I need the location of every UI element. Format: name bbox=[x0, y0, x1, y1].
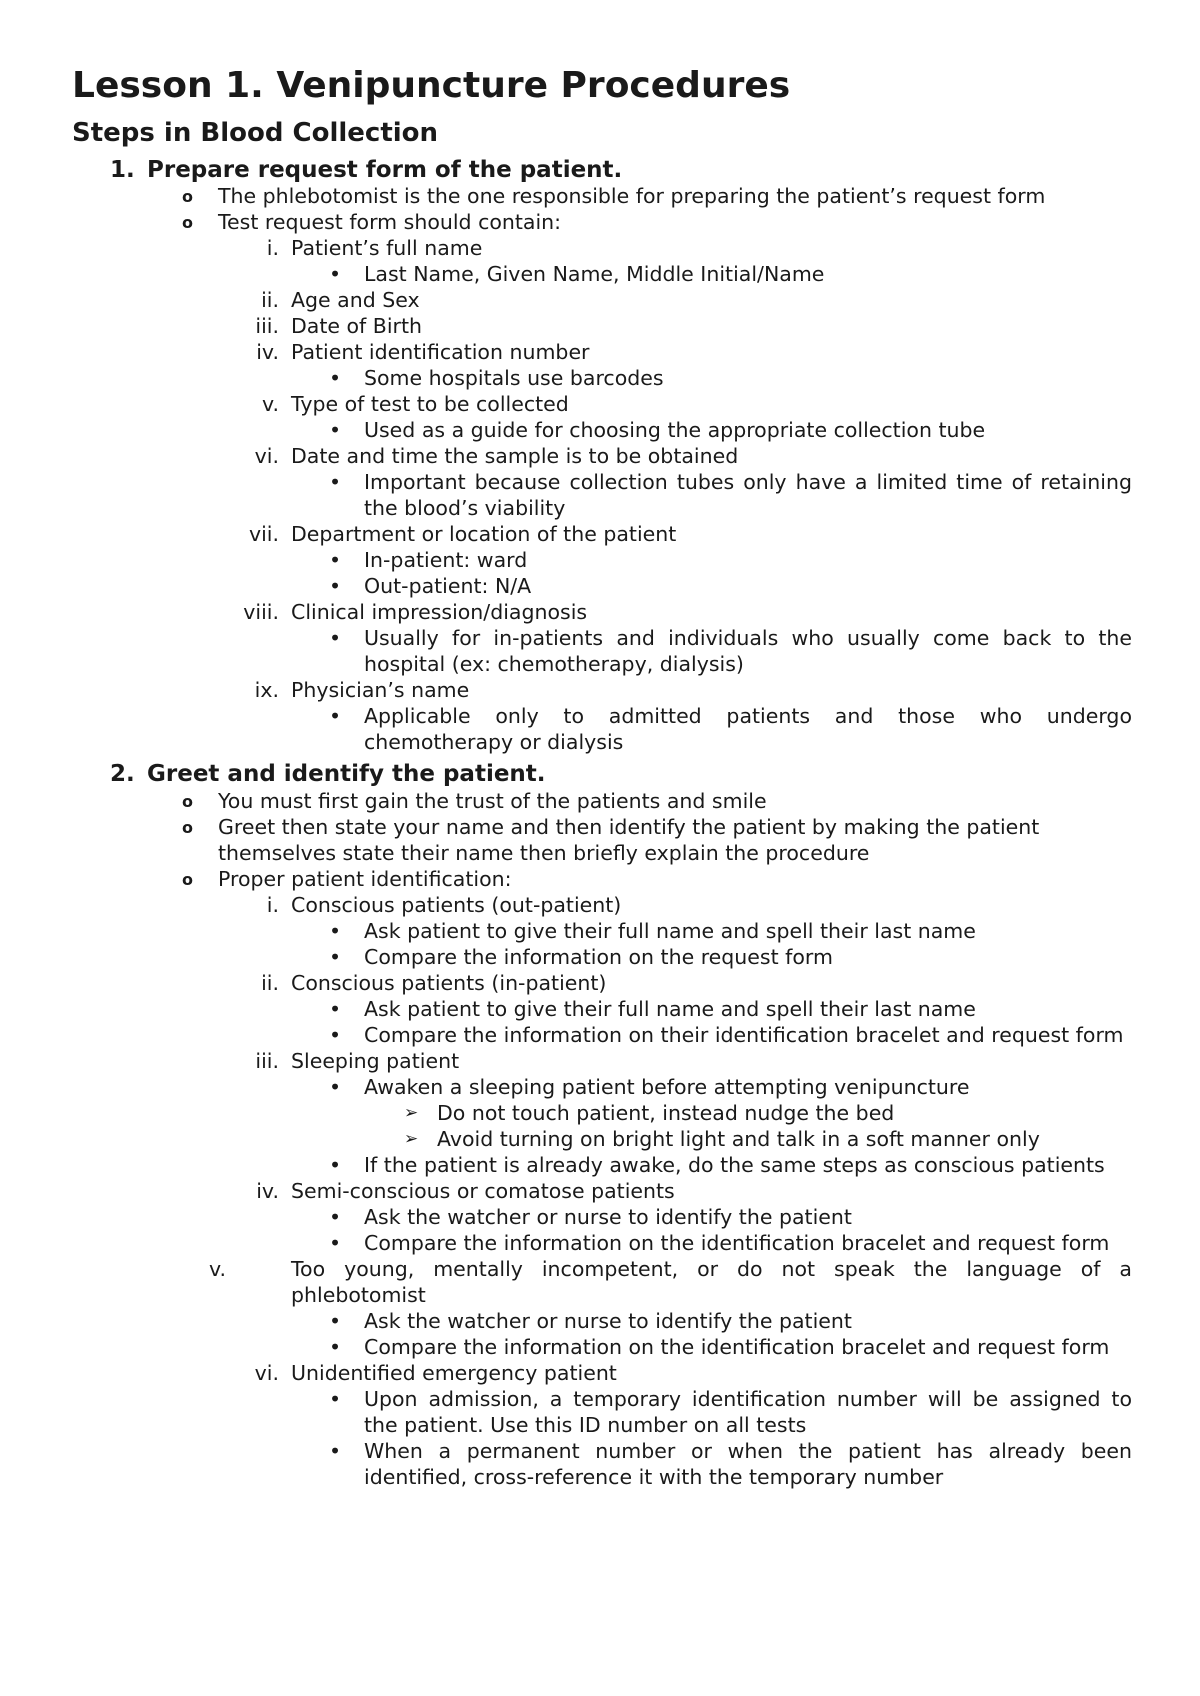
bullet-icon: • bbox=[329, 574, 342, 599]
roman-item: viii. Clinical impression/diagnosis bbox=[243, 600, 588, 625]
bullet-icon: • bbox=[329, 626, 342, 651]
list-item: o The phlebotomist is the one responsible for preparing the patient’s request form bbox=[182, 184, 1046, 209]
circle-bullet-icon: o bbox=[182, 791, 193, 811]
bullet-icon: • bbox=[329, 470, 342, 495]
step-number: 1. bbox=[110, 156, 135, 183]
sub-bullet: • If the patient is already awake, do the same steps as conscious patients bbox=[329, 1152, 1105, 1177]
bullet-icon: • bbox=[329, 366, 342, 391]
bullet-icon: • bbox=[329, 944, 342, 969]
arrow-bullet-icon: ➢ bbox=[404, 1128, 419, 1149]
sub-bullet: • Compare the information on the identification bracelet and request form bbox=[329, 1230, 1110, 1255]
step-1-heading bbox=[72, 157, 1132, 183]
sub-bullet: • Applicable only to admitted patients and those who undergo chemotherapy or dialysis bbox=[329, 704, 1132, 755]
bullet-icon: • bbox=[329, 1230, 342, 1255]
bullet-icon: • bbox=[329, 996, 342, 1021]
list-item: o Test request form should contain: bbox=[182, 210, 562, 235]
list-item: o Greet then state your name and then identify the patient by making the patient themselves state their name then briefly explain the procedure bbox=[182, 814, 1040, 865]
document-page bbox=[72, 64, 1132, 1490]
roman-item: iv. Semi-conscious or comatose patients bbox=[256, 1178, 675, 1203]
bullet-icon: • bbox=[329, 704, 342, 729]
lesson-title: Lesson 1. Venipuncture Procedures bbox=[72, 65, 791, 106]
arrow-bullet-icon: ➢ bbox=[404, 1102, 419, 1123]
sub-bullet: • Out-patient: N/A bbox=[329, 574, 532, 599]
sub-bullet: • Compare the information on their identification bracelet and request form bbox=[329, 1022, 1124, 1047]
roman-item: ix. Physician’s name bbox=[254, 678, 470, 703]
sub-bullet: • Compare the information on the identification bracelet and request form bbox=[329, 1334, 1110, 1359]
sub-bullet: • In-patient: ward bbox=[329, 548, 528, 573]
roman-item: i. Conscious patients (out-patient) bbox=[266, 892, 622, 917]
list-item: o Proper patient identification: bbox=[182, 866, 512, 891]
sub-bullet: • Upon admission, a temporary identification number will be assigned to the patient. Use this ID number on all tests bbox=[329, 1386, 1132, 1437]
arrow-bullet: ➢ Do not touch patient, instead nudge the bed bbox=[404, 1100, 895, 1125]
roman-item: iii. Date of Birth bbox=[255, 314, 423, 339]
roman-item: vi. Unidentified emergency patient bbox=[254, 1360, 617, 1385]
roman-item: v. Too young, mentally incompetent, or do not speak the language of a phlebotomist bbox=[209, 1256, 1132, 1307]
sub-bullet: • Important because collection tubes only have a limited time of retaining the blood’s viability bbox=[329, 470, 1132, 521]
bullet-icon: • bbox=[329, 1438, 342, 1463]
bullet-icon: • bbox=[329, 1204, 342, 1229]
roman-item: v. Type of test to be collected bbox=[261, 392, 569, 417]
roman-item: i. Patient’s full name bbox=[266, 236, 483, 261]
roman-item: vii. Department or location of the patient bbox=[248, 522, 677, 547]
circle-bullet-icon: o bbox=[182, 187, 193, 207]
bullet-icon: • bbox=[329, 1074, 342, 1099]
sub-bullet: • When a permanent number or when the patient has already been identified, cross-reference it with the temporary number bbox=[329, 1438, 1132, 1489]
sub-bullet: • Last Name, Given Name, Middle Initial/Name bbox=[329, 262, 825, 287]
circle-bullet-icon: o bbox=[182, 869, 193, 889]
step-heading-text: Greet and identify the patient. bbox=[147, 761, 546, 788]
bullet-icon: • bbox=[329, 418, 342, 443]
arrow-bullet: ➢ Avoid turning on bright light and talk in a soft manner only bbox=[404, 1126, 1040, 1151]
sub-bullet: • Ask patient to give their full name and spell their last name bbox=[329, 918, 976, 943]
bullet-icon: • bbox=[329, 1022, 342, 1047]
bullet-icon: • bbox=[329, 262, 342, 287]
roman-item: ii. Conscious patients (in-patient) bbox=[261, 970, 607, 995]
list-item: o You must first gain the trust of the patients and smile bbox=[182, 788, 767, 813]
roman-item: ii. Age and Sex bbox=[261, 288, 420, 313]
bullet-icon: • bbox=[329, 1334, 342, 1359]
sub-bullet: • Ask patient to give their full name and spell their last name bbox=[329, 996, 976, 1021]
bullet-icon: • bbox=[329, 548, 342, 573]
bullet-icon: • bbox=[329, 1152, 342, 1177]
circle-bullet-icon: o bbox=[182, 817, 193, 837]
step-heading-text: Prepare request form of the patient. bbox=[147, 156, 623, 183]
bullet-icon: • bbox=[329, 918, 342, 943]
section-subtitle: Steps in Blood Collection bbox=[72, 118, 439, 149]
sub-bullet: • Awaken a sleeping patient before attempting venipuncture bbox=[329, 1074, 970, 1099]
sub-bullet: • Used as a guide for choosing the appropriate collection tube bbox=[329, 418, 986, 443]
step-2-heading bbox=[72, 761, 1132, 787]
roman-item: iv. Patient identification number bbox=[256, 340, 590, 365]
roman-item: vi. Date and time the sample is to be obtained bbox=[254, 444, 739, 469]
bullet-icon: • bbox=[329, 1308, 342, 1333]
sub-bullet: • Ask the watcher or nurse to identify the patient bbox=[329, 1308, 852, 1333]
sub-bullet: • Compare the information on the request form bbox=[329, 944, 833, 969]
step-number: 2. bbox=[110, 761, 135, 788]
sub-bullet: • Some hospitals use barcodes bbox=[329, 366, 664, 391]
sub-bullet: • Ask the watcher or nurse to identify the patient bbox=[329, 1204, 852, 1229]
circle-bullet-icon: o bbox=[182, 213, 193, 233]
roman-item: iii. Sleeping patient bbox=[255, 1048, 460, 1073]
bullet-icon: • bbox=[329, 1386, 342, 1411]
sub-bullet: • Usually for in-patients and individuals who usually come back to the hospital (ex: chemotherapy, dialysis) bbox=[329, 626, 1132, 677]
